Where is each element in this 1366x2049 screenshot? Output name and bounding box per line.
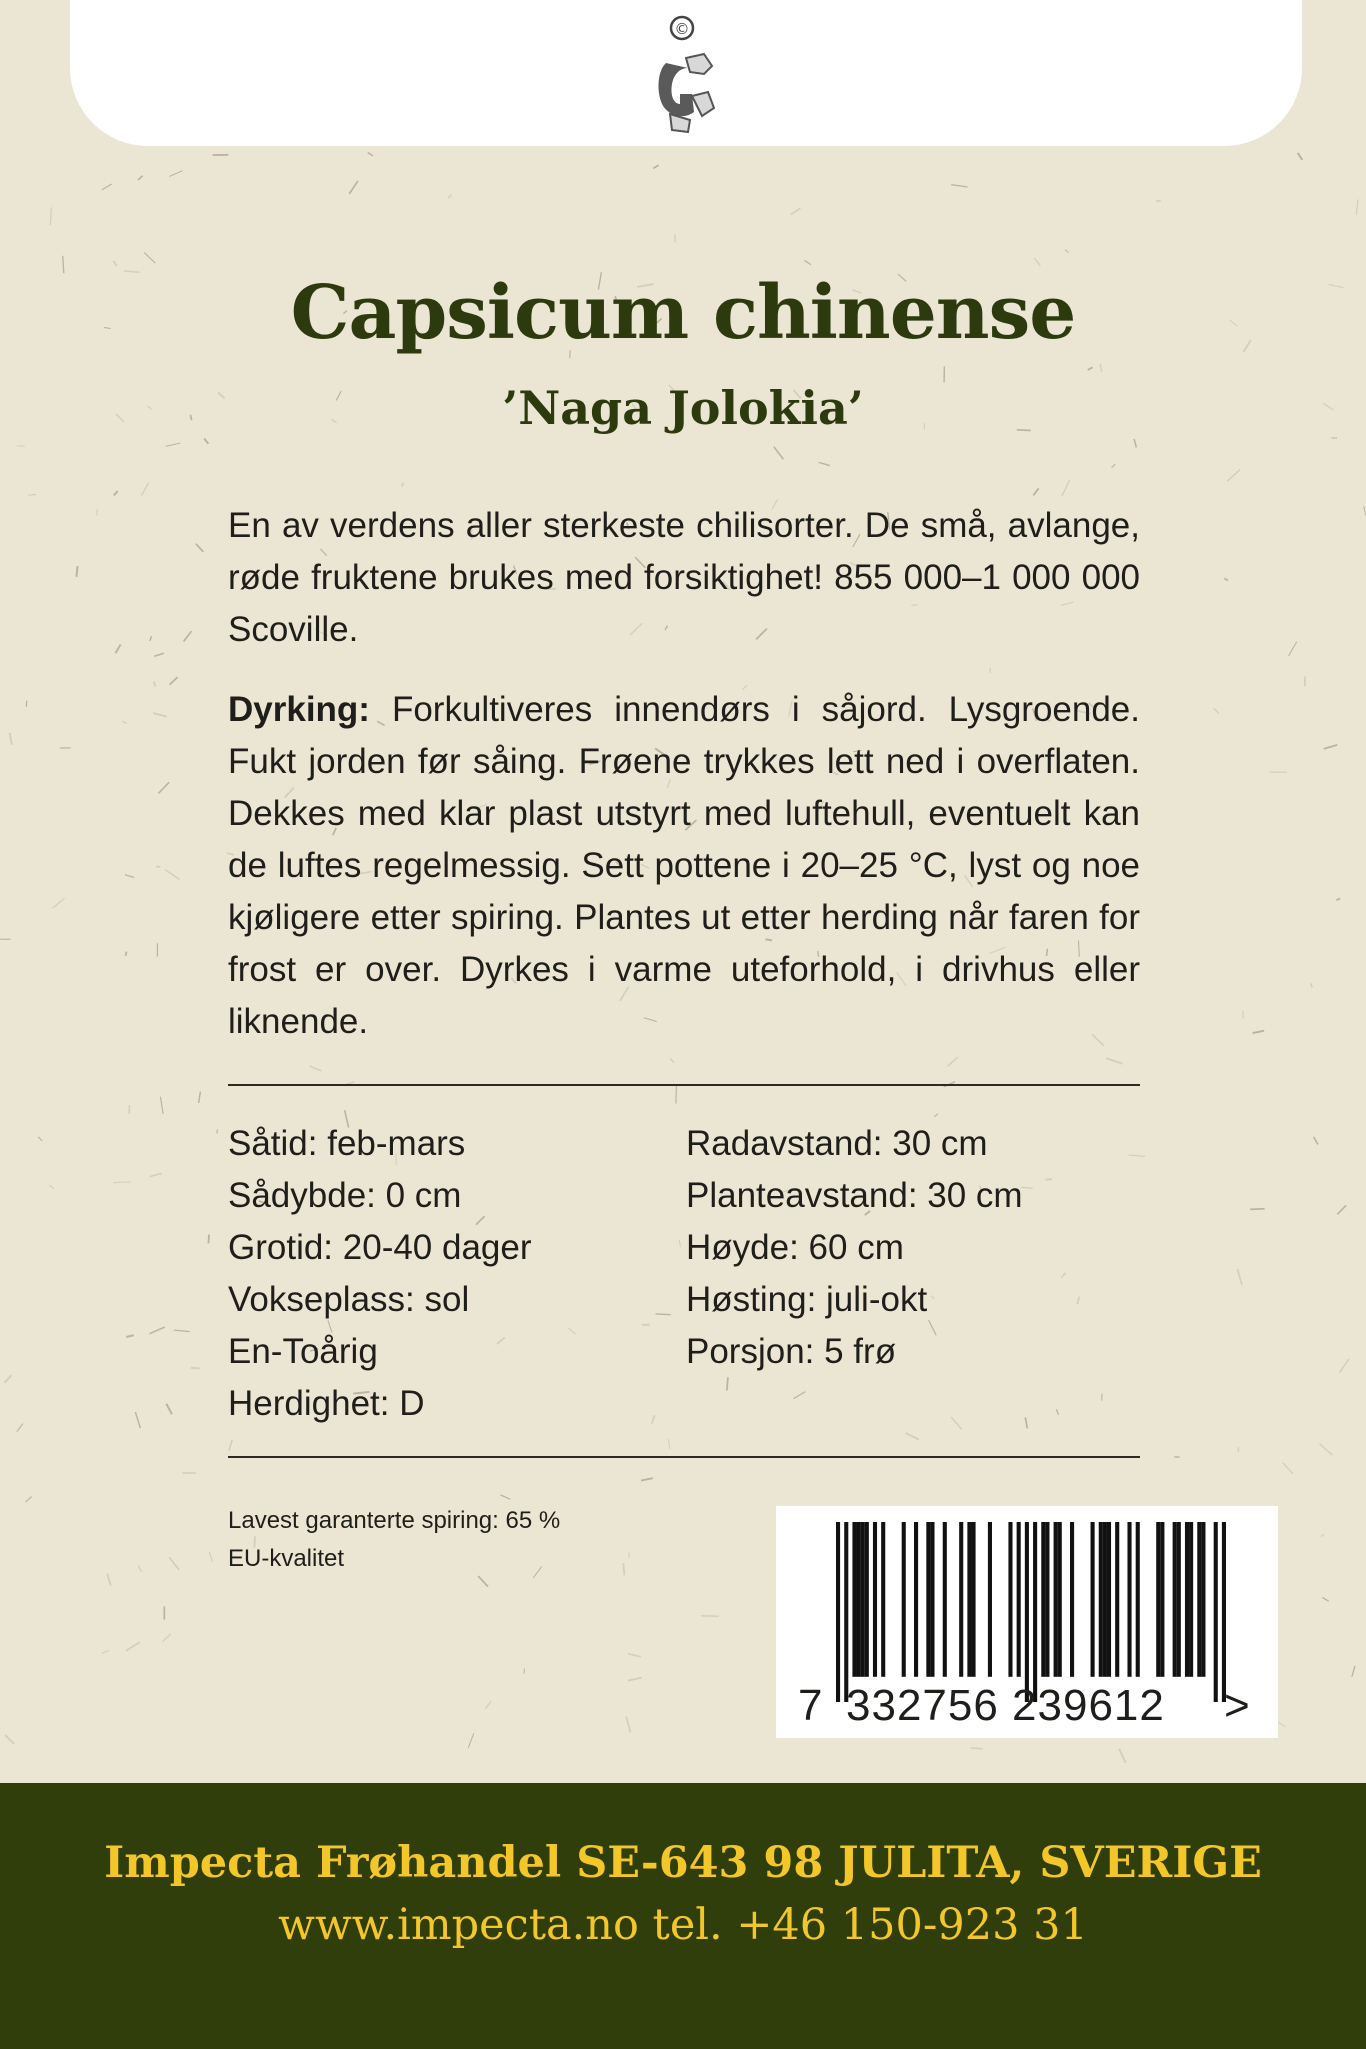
paper-fibre <box>17 1424 23 1432</box>
barcode-number <box>776 1676 1278 1736</box>
spec-list-right <box>686 1118 1023 1378</box>
paper-fibre <box>951 185 967 187</box>
barcode-bar <box>943 1522 947 1677</box>
paper-fibre <box>1227 470 1240 482</box>
paper-fibre <box>63 256 64 273</box>
paper-fibre <box>38 1137 42 1141</box>
paper-fibre <box>135 1412 140 1428</box>
divider-top <box>228 1084 1140 1086</box>
footer-address: Impecta Frøhandel SE-643 98 JULITA, SVERIGE <box>104 1838 1262 1888</box>
paper-fibre <box>804 260 811 264</box>
paper-fibre <box>1322 1597 1328 1601</box>
barcode-bar <box>1103 1522 1107 1677</box>
paper-fibre <box>5 1735 14 1744</box>
paper-fibre <box>971 1748 983 1749</box>
paper-fibre <box>1056 1409 1058 1415</box>
paper-fibre <box>448 195 451 199</box>
footer-contact: www.impecta.no tel. +46 150-923 31 <box>278 1900 1088 1950</box>
paper-fibre <box>1238 1447 1239 1452</box>
paper-fibre <box>199 1092 201 1103</box>
barcode-bar <box>857 1522 861 1677</box>
paper-fibre <box>652 1415 655 1423</box>
paper-fibre <box>102 1651 109 1654</box>
cultivation-paragraph <box>228 684 1140 1048</box>
germination-guarantee: Lavest garanterte spiring: 65 % <box>228 1507 561 1534</box>
barcode-bar <box>1173 1522 1177 1677</box>
paper-fibre <box>402 483 404 486</box>
barcode-bar <box>1033 1522 1037 1702</box>
paper-fibre <box>184 631 192 641</box>
barcode-bar <box>881 1522 885 1677</box>
divider-bottom <box>228 1456 1140 1458</box>
paper-fibre <box>126 1335 134 1337</box>
paper-fibre <box>114 491 118 495</box>
barcode-bars <box>836 1522 1226 1702</box>
barcode-bar <box>1017 1522 1021 1677</box>
paper-fibre <box>1298 153 1303 160</box>
barcode-bar <box>1156 1522 1160 1677</box>
paper-fibre <box>1324 745 1338 749</box>
barcode-bar <box>1008 1522 1012 1677</box>
paper-fibre <box>28 494 36 495</box>
product-title: Capsicum chinense <box>290 270 1076 356</box>
paper-fibre <box>468 1733 473 1747</box>
paper-fibre <box>76 566 77 577</box>
paper-fibre <box>1065 250 1068 253</box>
paper-fibre <box>174 1330 190 1331</box>
paper-fibre <box>122 721 127 723</box>
barcode-bar <box>844 1522 848 1702</box>
paper-fibre <box>679 1240 680 1248</box>
spec-germination-time: Grotid: 20-40 dager <box>228 1228 532 1267</box>
paper-fibre <box>641 1478 653 1480</box>
barcode-bar <box>873 1522 877 1677</box>
barcode-bar <box>1091 1522 1095 1677</box>
paper-fibre <box>102 184 112 190</box>
paper-fibre <box>668 1439 670 1449</box>
paper-fibre <box>160 1097 163 1114</box>
barcode-bar <box>1201 1522 1205 1677</box>
paper-fibre <box>947 1057 957 1066</box>
paper-fibre <box>349 181 358 194</box>
paper-fibre <box>1277 1721 1285 1726</box>
paper-fibre <box>1314 1137 1318 1145</box>
paper-fibre <box>1034 258 1040 265</box>
paper-fibre <box>208 1234 209 1243</box>
paper-fibre <box>1283 1463 1293 1474</box>
spec-list-left <box>228 1118 532 1430</box>
cultivation-text: Forkultiveres innendørs i såjord. Lysgroende. Fukt jorden før såing. Frøene trykkes lett ned i overflaten. Dekkes med klar plast utstyrt med luftehull, eventuelt kan de luftes regelmessig. Sett pottene i 20–25 °C, lyst og noe kjøligere etter spiring. Plantes ut etter herding når faren for frost er over. Dyrkes i varme uteforhold, i drivhus eller liknende. <box>228 690 1140 1041</box>
paper-fibre <box>727 1377 728 1390</box>
spec-hardiness: Herdighet: D <box>228 1384 425 1423</box>
paper-fibre <box>125 875 134 878</box>
barcode-bar <box>1054 1522 1058 1677</box>
paper-fibre <box>500 1495 510 1499</box>
paper-fibre <box>217 1129 218 1133</box>
paper-fibre <box>1156 200 1160 201</box>
paper-fibre <box>169 1557 179 1570</box>
paper-fibre <box>310 1066 322 1071</box>
paper-fibre <box>1129 1155 1146 1157</box>
barcode-bar <box>1025 1522 1029 1702</box>
barcode-bar <box>959 1522 963 1677</box>
barcode-bar <box>1160 1522 1164 1677</box>
paper-fibre <box>204 439 208 444</box>
paper-fibre <box>107 1574 110 1586</box>
barcode-bar <box>1127 1522 1131 1677</box>
barcode-first-digit: 7 <box>798 1681 823 1730</box>
barcode-bar <box>1115 1522 1119 1677</box>
paper-fibre <box>1088 367 1093 370</box>
barcode-bar <box>1197 1522 1201 1677</box>
paper-fibre <box>1061 1273 1065 1278</box>
spec-plant-spacing: Planteavstand: 30 cm <box>686 1176 1023 1215</box>
paper-fibre <box>169 171 182 177</box>
paper-fibre <box>951 1417 962 1429</box>
paper-fibre <box>126 952 127 956</box>
barcode-bar <box>1058 1522 1062 1677</box>
paper-fibre <box>141 483 148 496</box>
paper-fibre <box>1025 1418 1027 1429</box>
paper-fibre <box>1289 642 1297 656</box>
paper-fibre <box>819 462 830 465</box>
paper-fibre <box>150 636 152 641</box>
barcode <box>776 1506 1278 1738</box>
barcode-bar <box>926 1522 930 1677</box>
paper-fibre <box>1213 708 1218 713</box>
paper-fibre <box>1112 464 1116 467</box>
barcode-bar <box>836 1522 840 1702</box>
impecta-logo-icon <box>630 8 730 148</box>
paper-fibre <box>623 1563 624 1575</box>
paper-fibre <box>1045 1179 1052 1180</box>
paper-fibre <box>568 1328 575 1334</box>
barcode-bar <box>1185 1522 1189 1677</box>
paper-fibre <box>144 253 155 264</box>
spec-life-cycle: En-Toårig <box>228 1332 378 1371</box>
paper-fibre <box>626 1717 630 1733</box>
barcode-bar <box>1099 1522 1103 1677</box>
paper-fibre <box>1336 898 1340 900</box>
paper-fibre <box>1321 1534 1324 1536</box>
barcode-bar <box>1177 1522 1181 1677</box>
paper-fibre <box>628 1678 642 1681</box>
variety-name: ’Naga Jolokia’ <box>502 381 864 435</box>
description-text: En av verdens aller sterkeste chilisorter. De små, avlange, røde fruktene brukes med forsiktighet! 855 000–1 000 000 Scoville. <box>228 506 1140 649</box>
paper-fibre <box>154 653 164 656</box>
copyright-symbol: © <box>674 20 690 38</box>
paper-fibre <box>1106 1058 1123 1064</box>
paper-fibre <box>793 1392 805 1399</box>
paper-fibre <box>25 1497 31 1503</box>
barcode-bar <box>865 1522 869 1677</box>
paper-fibre <box>1077 1297 1079 1305</box>
barcode-bar <box>1070 1522 1074 1677</box>
spec-height: Høyde: 60 cm <box>686 1228 904 1267</box>
paper-fibre <box>1253 1031 1264 1033</box>
quality-note: EU-kvalitet <box>228 1545 345 1572</box>
paper-fibre <box>1100 364 1102 373</box>
barcode-bar <box>914 1522 918 1677</box>
paper-fibre <box>53 898 65 908</box>
paper-fibre <box>1311 983 1313 987</box>
paper-fibre <box>158 782 169 793</box>
paper-fibre <box>170 677 178 685</box>
paper-fibre <box>113 1182 131 1183</box>
paper-fibre <box>1320 1444 1333 1455</box>
paper-fibre <box>154 682 155 687</box>
barcode-bar <box>971 1522 975 1677</box>
paper-fibre <box>1352 1666 1355 1677</box>
paper-fibre <box>196 544 204 552</box>
paper-fibre <box>209 1552 212 1561</box>
fineprint <box>228 1502 560 1578</box>
paper-fibre <box>906 1433 919 1440</box>
barcode-bar <box>1136 1522 1140 1677</box>
paper-fibre <box>524 1668 525 1673</box>
paper-fibre <box>163 1634 171 1642</box>
paper-fibre <box>10 733 12 745</box>
barcode-bar <box>1107 1522 1111 1677</box>
paper-fibre <box>791 208 800 214</box>
spec-harvest: Høsting: juli-okt <box>686 1280 928 1319</box>
paper-fibre <box>1337 1205 1346 1214</box>
paper-fibre <box>150 1174 162 1177</box>
paper-fibre <box>1119 1749 1125 1763</box>
barcode-bar <box>988 1522 992 1677</box>
barcode-quiet-zone-mark: > <box>1224 1681 1250 1730</box>
paper-fibre <box>115 645 120 654</box>
spec-portion: Porsjon: 5 frø <box>686 1332 897 1371</box>
barcode-bar <box>1189 1522 1193 1677</box>
paper-fibre <box>653 165 658 168</box>
paper-fibre <box>628 1654 641 1657</box>
paper-fibre <box>656 1314 671 1315</box>
spec-growing-site: Vokseplass: sol <box>228 1280 470 1319</box>
paper-fibre <box>670 1058 674 1062</box>
paper-fibre <box>774 447 784 460</box>
paper-fibre <box>166 443 181 446</box>
paper-fibre <box>49 1185 53 1189</box>
paper-fibre <box>1339 1359 1349 1373</box>
barcode-bar <box>1222 1522 1226 1702</box>
paper-fibre <box>1356 199 1358 214</box>
barcode-bar <box>1041 1522 1045 1677</box>
spec-sowing-depth: Sådybde: 0 cm <box>228 1176 462 1215</box>
paper-fibre <box>934 1114 938 1117</box>
paper-fibre <box>1021 1187 1033 1188</box>
paper-fibre <box>1134 439 1136 448</box>
barcode-digits: 332756 239612 <box>846 1681 1165 1730</box>
barcode-bar <box>1045 1522 1049 1677</box>
paper-fibre <box>1033 488 1038 495</box>
paper-fibre <box>1238 1269 1242 1285</box>
paper-fibre <box>153 713 167 717</box>
paper-fibre <box>50 207 51 225</box>
paper-fibre <box>113 261 117 266</box>
barcode-bar <box>930 1522 934 1677</box>
barcode-bar <box>1214 1522 1218 1702</box>
paper-fibre <box>4 1375 11 1383</box>
paper-fibre <box>368 153 373 156</box>
paper-fibre <box>150 1327 165 1334</box>
barcode-bar <box>967 1522 971 1677</box>
paper-fibre <box>1224 578 1228 580</box>
barcode-bar <box>852 1522 856 1677</box>
paper-fibre <box>486 1701 491 1709</box>
paper-fibre <box>138 176 143 180</box>
paper-fibre <box>1062 480 1070 496</box>
barcode-bar <box>861 1522 865 1677</box>
barcode-bar <box>902 1522 906 1677</box>
paper-fibre <box>126 1642 140 1651</box>
paper-fibre <box>229 1439 232 1451</box>
paper-fibre <box>1250 1209 1265 1210</box>
paper-fibre <box>191 1368 200 1369</box>
paper-fibre <box>124 271 140 272</box>
paper-fibre <box>166 1404 172 1414</box>
paper-fibre <box>165 870 179 880</box>
spec-sowing-time: Såtid: feb-mars <box>228 1124 466 1163</box>
cultivation-label: Dyrking: <box>228 690 370 729</box>
paper-fibre <box>138 1566 141 1572</box>
spec-row-spacing: Radavstand: 30 cm <box>686 1124 988 1163</box>
